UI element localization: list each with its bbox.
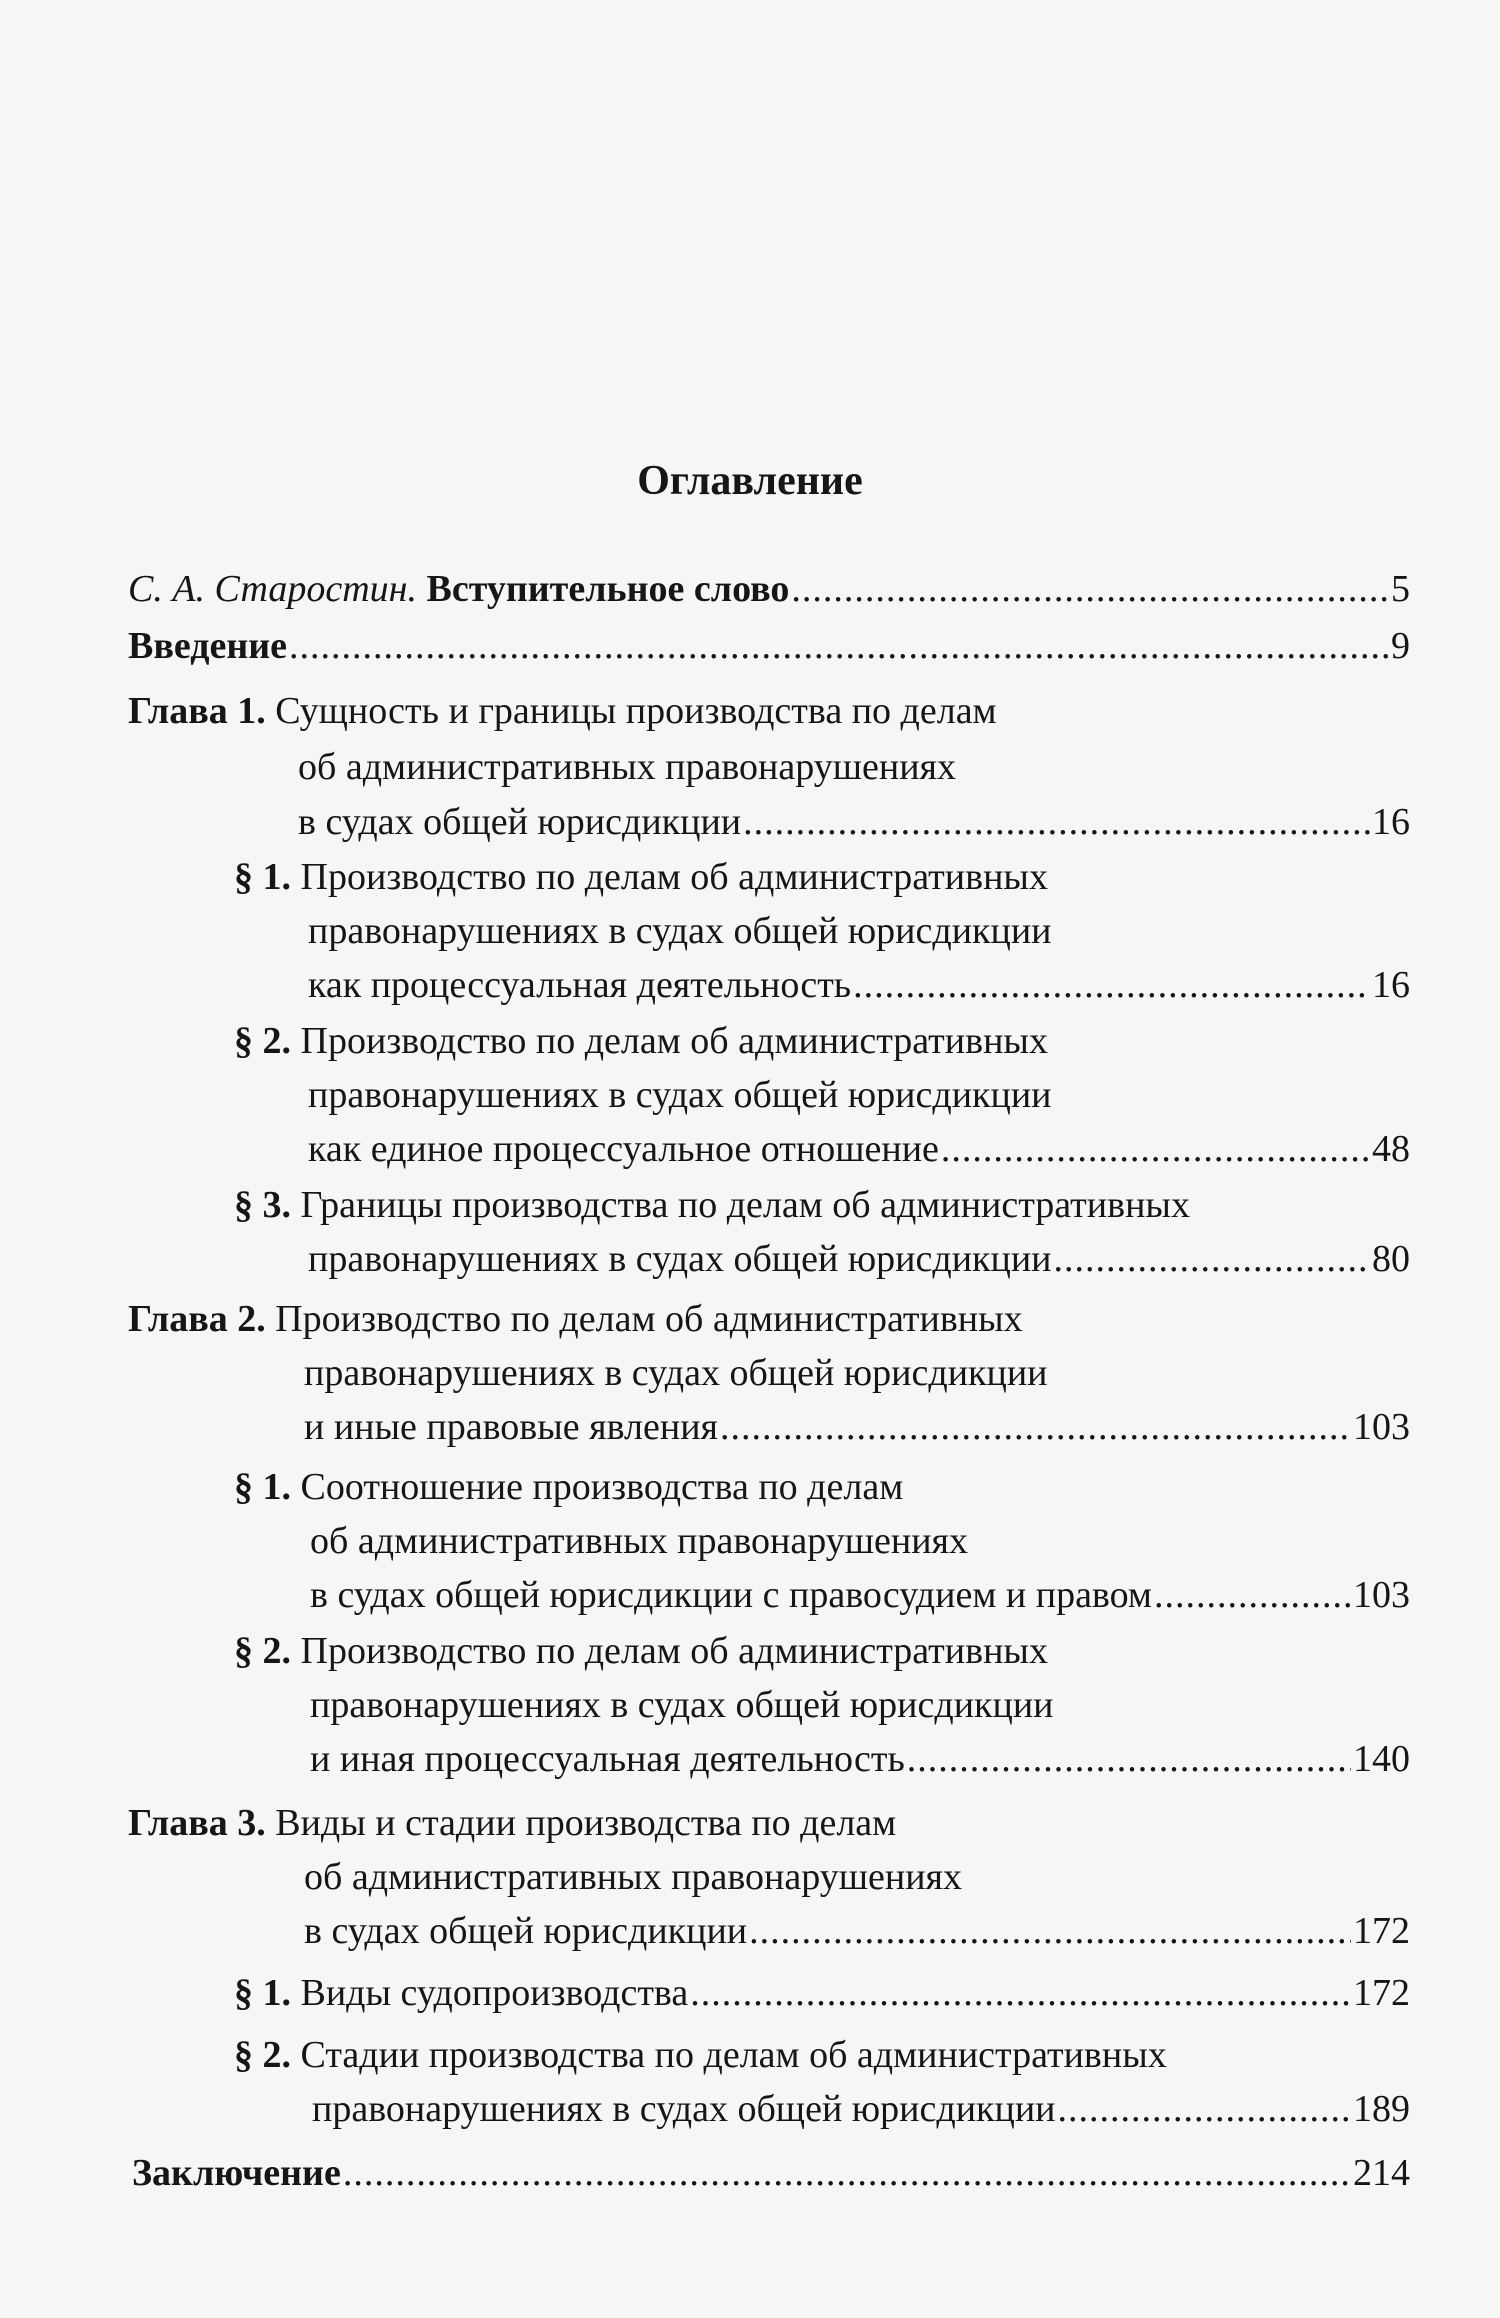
toc-page-number: 16 [1372,964,1410,1006]
toc-line: правонарушениях в судах общей юрисдикции [308,1238,1052,1280]
toc-leader-dots [791,562,1389,616]
toc-line: Границы производства по делам об административных [300,1184,1190,1226]
toc-line: Сущность и границы производства по делам [275,690,997,732]
toc-line: как единое процессуальное отношение [308,1128,939,1170]
toc-page-number: 172 [1353,1910,1410,1952]
toc-line: как процессуальная деятельность [308,964,852,1006]
page-title: Оглавление [637,458,863,504]
toc-line: Производство по делам об административных [300,1630,1048,1672]
toc-entry-ch3-section-1[interactable] [234,1966,1410,2020]
toc-line: об административных правонарушениях [310,1520,969,1562]
toc-leader-dots [749,1904,1351,1958]
toc-leader-dots [1154,1568,1351,1622]
toc-line: и иные правовые явления [304,1406,719,1448]
toc-line: правонарушениях в судах общей юрисдикции [310,1684,1054,1726]
toc-line: в судах общей юрисдикции [304,1910,748,1952]
toc-page-number: 172 [1353,1972,1410,2014]
toc-section-prefix: § 2. [234,1020,291,1062]
toc-entry-introduction[interactable] [128,619,1410,673]
toc-chapter-prefix: Глава 1. [128,690,266,732]
toc-section-prefix: § 1. [234,856,291,898]
toc-leader-dots [690,1966,1351,2020]
toc-page-number: 5 [1391,568,1410,610]
toc-section-prefix: § 3. [234,1184,291,1226]
toc-page-number: 189 [1353,2088,1410,2130]
toc-section-prefix: § 2. [234,2034,291,2076]
toc-line: в судах общей юрисдикции [298,801,742,843]
toc-leader-dots [343,2146,1351,2200]
toc-chapter-prefix: Глава 3. [128,1802,266,1844]
toc-page-number: 140 [1353,1738,1410,1780]
toc-entry-conclusion[interactable] [132,2146,1410,2200]
toc-leader-dots [853,958,1370,1012]
toc-leader-dots [907,1732,1351,1786]
toc-leader-dots [941,1122,1370,1176]
toc-section-prefix: § 1. [234,1972,291,2014]
toc-line: Производство по делам об административных [275,1298,1023,1340]
toc-line: Виды судопроизводства [300,1972,689,2014]
toc-label: Вступительное слово [426,568,790,610]
toc-section-prefix: § 1. [234,1466,291,1508]
toc-line: Производство по делам об административных [300,1020,1048,1062]
toc-section-prefix: § 2. [234,1630,291,1672]
toc-label: Заключение [132,2152,341,2194]
toc-line: Производство по делам об административных [300,856,1048,898]
toc-line: правонарушениях в судах общей юрисдикции [304,1352,1048,1394]
toc-chapter-prefix: Глава 2. [128,1298,266,1340]
toc-page-number: 80 [1372,1238,1410,1280]
toc-line: Соотношение производства по делам [300,1466,904,1508]
toc-line: правонарушениях в судах общей юрисдикции [308,910,1052,952]
toc-line: Стадии производства по делам об административных [300,2034,1167,2076]
toc-author: С. А. Старостин. [128,568,418,610]
toc-line: правонарушениях в судах общей юрисдикции [308,1074,1052,1116]
toc-page-number: 16 [1372,801,1410,843]
toc-leader-dots [1054,1232,1370,1286]
toc-line: и иная процессуальная деятельность [310,1738,905,1780]
toc-line: об административных правонарушениях [298,746,957,788]
toc-page-number: 103 [1353,1574,1410,1616]
toc-label: Введение [128,625,287,667]
toc-page-number: 9 [1391,625,1410,667]
toc-leader-dots [289,619,1389,673]
toc-leader-dots [1058,2082,1351,2136]
toc-line: в судах общей юрисдикции с правосудием и правом [310,1574,1152,1616]
toc-page-number: 48 [1372,1128,1410,1170]
toc-page-number: 214 [1353,2152,1410,2194]
toc-line: об административных правонарушениях [304,1856,963,1898]
toc-entry-foreword[interactable] [128,562,1410,616]
toc-page-number: 103 [1353,1406,1410,1448]
toc-line: Виды и стадии производства по делам [275,1802,897,1844]
toc-leader-dots [720,1400,1351,1454]
toc-line: правонарушениях в судах общей юрисдикции [312,2088,1056,2130]
toc-leader-dots [743,795,1370,849]
